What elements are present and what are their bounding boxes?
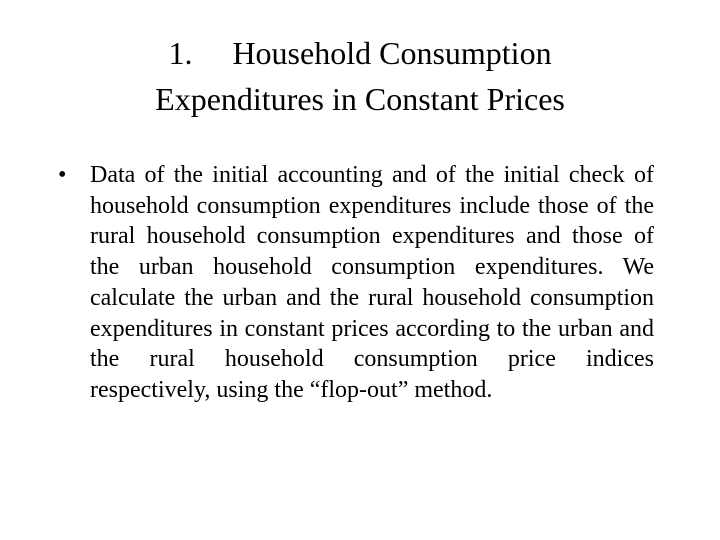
bullet-item (58, 160, 654, 406)
title-line-1 (40, 30, 680, 76)
title-text-line-2: Expenditures in Constant Prices (155, 81, 565, 117)
title-text-line-1: Household Consumption (232, 35, 552, 71)
bullet-marker: • (58, 162, 67, 188)
slide-title (40, 30, 680, 122)
title-number: 1. (168, 35, 193, 71)
bullet-text: Data of the initial accounting and of the initial check of household consumption expenditures include those of the rural household consumption expenditures and those of the urban household consumption expenditures. We calculate the urban and the rural household consumption expenditures in constant prices according to the urban and the rural household consumption price indices respectively, using the “flop-out” method. (90, 162, 654, 403)
slide-body (58, 160, 654, 406)
